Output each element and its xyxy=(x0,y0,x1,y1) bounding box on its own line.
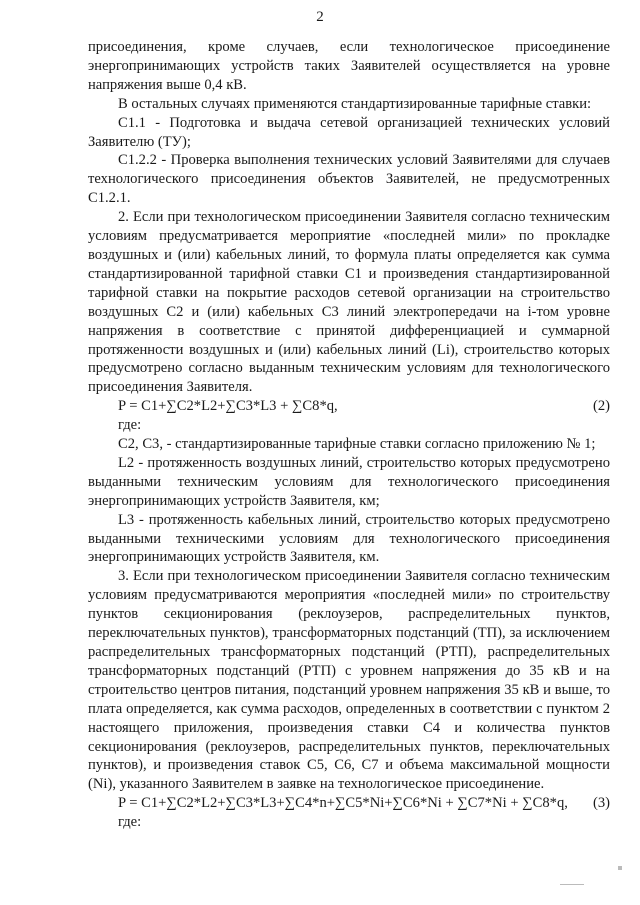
formula-3 xyxy=(88,794,610,813)
paragraph-item-3: 3. Если при технологическом присоединении Заявителя согласно техническим условиям предусматриваются мероприятия «последней мили» по строительству пунктов секционирования (реклоузеров, распределительных пунктов, переключательных пунктов), трансформаторных подстанций (ТП), за исключением распределительных трансформаторных подстанций (РТП), распределительных трансформаторных подстанций (РТП) с уровнем напряжения до 35 кВ и на строительство центров питания, подстанций уровнем напряжения 35 кВ и выше, то плата определяется, как сумма расходов, определенных в соответствии с пунктом 2 настоящего приложения, произведения ставки С4 и количества пунктов секционирования (реклоузеров, распределительных пунктов, переключательных пунктов), и произведения ставок С5, С6, С7 и объема максимальной мощности (Ni), указанного Заявителем в заявке на технологическое присоединение. xyxy=(88,568,610,793)
paragraph-c11: С1.1 - Подготовка и выдача сетевой организацией технических условий Заявителю (ТУ); xyxy=(88,114,610,150)
page-number: 2 xyxy=(316,9,324,25)
where-label-1: где: xyxy=(118,417,142,434)
formula-2-number: (2) xyxy=(592,398,610,415)
paragraph-tariff-intro: В остальных случаях применяются стандартизированные тарифные ставки: xyxy=(118,95,592,112)
formula-3-number: (3) xyxy=(592,795,610,812)
scan-artifact xyxy=(560,884,584,885)
paragraph-c2-c3: С2, С3, - стандартизированные тарифные ставки согласно приложению № 1; xyxy=(118,436,596,453)
paragraph-c122: С1.2.2 - Проверка выполнения технических условий Заявителями для случаев технологического присоединения объектов Заявителей, не предусмотренных С1.2.1. xyxy=(88,152,610,207)
formula-2 xyxy=(88,397,610,416)
paragraph-l2: L2 - протяженность воздушных линий, строительство которых предусмотрено выданными техническим условиям для технологического присоединения энергопринимающих устройств Заявителя, км; xyxy=(88,454,610,509)
paragraph-item-2: 2. Если при технологическом присоединении Заявителя согласно техническим условиям предусматривается мероприятие «последней мили» по прокладке воздушных и (или) кабельных линий, то формула платы определяется как сумма стандартизированной тарифной ставки С1 и произведения стандартизированной тарифной ставки на покрытие расходов сетевой организации на строительство воздушных С2 и (или) кабельных С3 линий электропередачи на i-том уровне напряжения в соответствие с принятой дифференциацией и суммарной протяженности воздушных и (или) кабельных линий (Li), строительство которых предусмотрено согласно выданным техническим условиям для технологического присоединения Заявителя. xyxy=(88,209,610,396)
scan-artifact xyxy=(618,866,622,870)
where-label-2: где: xyxy=(118,814,142,831)
formula-3-expression: P = C1+∑C2*L2+∑C3*L3+∑C4*n+∑C5*Ni+∑C6*Ni + ∑C7*Ni + ∑C8*q, xyxy=(118,795,568,812)
paragraph-l3: L3 - протяженность кабельных линий, строительство которых предусмотрено выданными техническими условиям для технологического присоединения энергопринимающих устройств Заявителя, км. xyxy=(88,511,610,566)
formula-2-expression: P = C1+∑C2*L2+∑C3*L3 + ∑C8*q, xyxy=(118,398,338,415)
paragraph-continuation: присоединения, кроме случаев, если технологическое присоединение энергопринимающих устройств таких Заявителей осуществляется на уровне напряжения выше 0,4 кВ. xyxy=(88,39,610,93)
document-body xyxy=(88,38,610,832)
